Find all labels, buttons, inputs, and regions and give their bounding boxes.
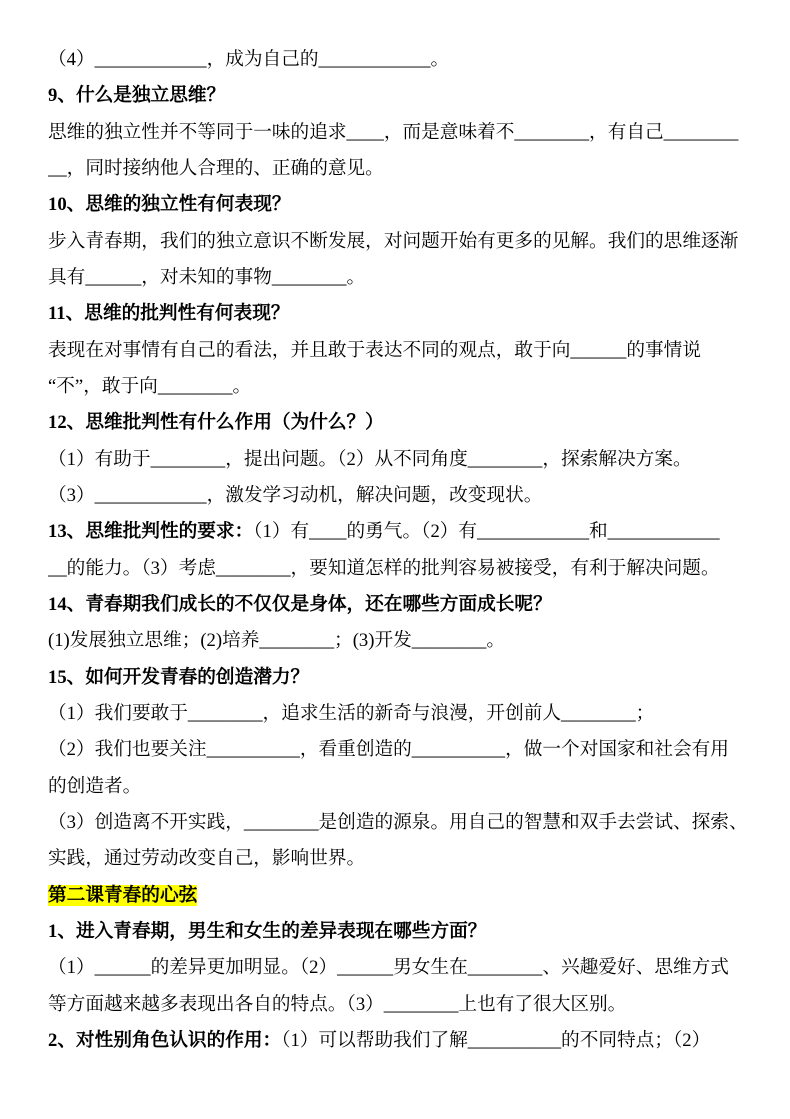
answer-line: 的创造者。 <box>48 775 142 797</box>
question-title: 13、思维批判性的要求： <box>48 521 254 543</box>
answer-line: 等方面越来越多表现出各自的特点。（3）________上也有了很大区别。 <box>48 993 627 1015</box>
answer-line: __的能力。（3）考虑________，要知道怎样的批判容易被接受，有利于解决问题。 <box>48 557 720 579</box>
answer-line: 具有______，对未知的事物________。 <box>48 266 366 288</box>
answer-line: (1)发展独立思维；(2)培养________；(3)开发________。 <box>48 630 506 652</box>
question-10 <box>48 187 770 296</box>
answer-line: 思维的独立性并不等同于一味的追求____，而是意味着不________，有自己________ <box>48 121 739 143</box>
question-title: 12、思维批判性有什么作用（为什么？） <box>48 412 384 434</box>
question-14 <box>48 587 770 660</box>
question-11 <box>48 296 770 405</box>
question-title-line <box>48 1023 770 1059</box>
question-title: 15、如何开发青春的创造潜力？ <box>48 666 310 688</box>
answer-line: 步入青春期，我们的独立意识不断发展，对问题开始有更多的见解。我们的思维逐渐 <box>48 230 739 252</box>
lesson-heading-line <box>48 878 770 914</box>
worksheet-content <box>48 42 770 1059</box>
answer-line: 表现在对事情有自己的看法，并且敢于表达不同的观点，敢于向______的事情说 <box>48 339 701 361</box>
answer-text: （1）可以帮助我们了解__________的不同特点；（2） <box>281 1029 711 1051</box>
answer-line: “不”，敢于向________。 <box>48 375 252 397</box>
answer-line: （1）我们要敢于________，追求生活的新奇与浪漫，开创前人________； <box>48 702 655 724</box>
item-4-line: （4）____________，成为自己的____________。 <box>48 49 450 70</box>
lesson-heading: 第二课青春的心弦 <box>48 884 198 906</box>
answer-line: 实践，通过劳动改变自己，影响世界。 <box>48 848 366 870</box>
question-12 <box>48 405 770 514</box>
question-title: 9、什么是独立思维？ <box>48 85 226 107</box>
answer-line: （3）创造离不开实践，________是创造的源泉。用自己的智慧和双手去尝试、探索、 <box>48 811 748 833</box>
lesson2-question-2 <box>48 1023 770 1059</box>
answer-line: （1）有助于________，提出问题。（2）从不同角度________，探索解决方案。 <box>48 448 692 470</box>
question-title: 10、思维的独立性有何表现？ <box>48 194 291 216</box>
answer-line: （2）我们也要关注__________，看重创造的__________，做一个对国家和社会有用 <box>48 739 729 761</box>
answer-line: __，同时接纳他人合理的、正确的意见。 <box>48 157 384 179</box>
question-13 <box>48 514 770 587</box>
answer-line: （3）____________，激发学习动机，解决问题，改变现状。 <box>48 484 543 506</box>
question-title: 1、进入青春期，男生和女生的差异表现在哪些方面？ <box>48 920 487 942</box>
question-title: 14、青春期我们成长的不仅仅是身体，还在哪些方面成长呢？ <box>48 593 552 615</box>
question-title: 11、思维的批判性有何表现？ <box>48 303 290 325</box>
lesson2-question-1 <box>48 914 770 1023</box>
answer-text: （1）有____的勇气。（2）有____________和____________ <box>253 521 720 543</box>
question-title: 2、对性别角色认识的作用： <box>48 1029 282 1051</box>
question-title-line <box>48 514 770 550</box>
question-15 <box>48 660 770 878</box>
answer-line: （1）______的差异更加明显。（2）______男女生在________、兴趣爱好、思维方式 <box>48 957 729 979</box>
question-9 <box>48 78 770 187</box>
